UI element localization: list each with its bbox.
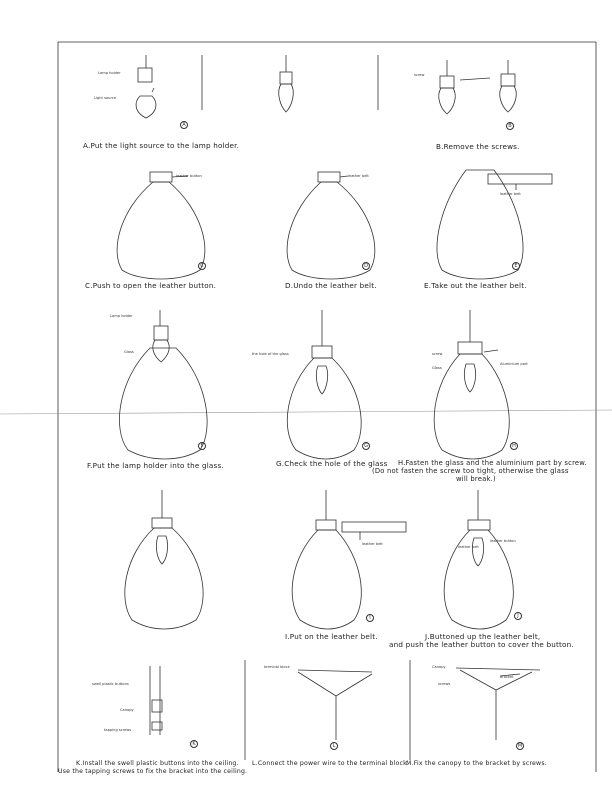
callout-glass-h: Glass bbox=[432, 366, 442, 370]
caption-h-note-2: will break.) bbox=[456, 475, 496, 483]
callout-bracket: bracket bbox=[500, 675, 514, 679]
step-number: B bbox=[506, 122, 514, 130]
step-number: H bbox=[510, 442, 518, 450]
fold-line bbox=[0, 410, 612, 414]
caption-k: K.Install the swell plastic buttons into the ceiling. bbox=[76, 760, 239, 767]
step-number: C bbox=[198, 262, 206, 270]
caption-g: G.Check the hole of the glass bbox=[276, 459, 388, 468]
figure-e bbox=[437, 170, 552, 279]
figure-g bbox=[287, 310, 361, 459]
callout-leather-button: leather button bbox=[176, 174, 202, 178]
callout-lamp-holder: Lamp holder bbox=[98, 71, 121, 75]
figure-i-left bbox=[125, 490, 203, 629]
callout-aluminium-part: Aluminium part bbox=[500, 362, 528, 366]
callout-swell-buttons: swell plastic buttons bbox=[92, 682, 129, 686]
figure-h bbox=[434, 310, 509, 459]
callout-leather-belt-i: leather belt bbox=[362, 542, 383, 546]
callout-glass: Glass bbox=[124, 350, 134, 354]
callout-canopy-m: Canopy bbox=[432, 665, 446, 669]
caption-i: I.Put on the leather belt. bbox=[285, 632, 378, 641]
caption-h-note: (Do not fasten the screw too tight, otherwise the glass bbox=[372, 467, 569, 475]
caption-c: C.Push to open the leather button. bbox=[85, 281, 217, 290]
figure-a2 bbox=[279, 55, 294, 112]
caption-m: M.Fix the canopy to the bracket by screws. bbox=[406, 760, 547, 767]
figure-k bbox=[150, 666, 162, 735]
caption-d: D.Undo the leather belt. bbox=[285, 281, 377, 290]
figure-c bbox=[117, 172, 205, 279]
step-number: K bbox=[190, 740, 198, 748]
callout-terminal-block: terminal block bbox=[264, 665, 290, 669]
step-number: M bbox=[517, 743, 523, 749]
step-number: J bbox=[514, 612, 522, 620]
figure-f bbox=[119, 310, 207, 459]
step-number: I bbox=[366, 614, 374, 622]
caption-b: B.Remove the screws. bbox=[436, 142, 520, 151]
callout-leather-belt-j: leather belt bbox=[458, 545, 479, 549]
callout-screw-h: screw bbox=[432, 352, 443, 356]
step-number: D bbox=[362, 262, 370, 270]
caption-k-2: Use the tapping screws to fix the bracket into the ceiling. bbox=[58, 768, 248, 775]
callout-leather-button-j: leather button bbox=[490, 539, 516, 543]
caption-l: L.Connect the power wire to the terminal block. bbox=[252, 760, 410, 767]
step-number: F bbox=[198, 442, 206, 450]
callout-screws: screws bbox=[438, 682, 451, 686]
caption-e: E.Take out the leather belt. bbox=[424, 281, 527, 290]
callout-light-source: Light source bbox=[94, 96, 117, 100]
figure-j bbox=[444, 490, 513, 629]
step-number: A bbox=[180, 121, 188, 129]
callout-canopy: Canopy bbox=[120, 708, 134, 712]
caption-f: F.Put the lamp holder into the glass. bbox=[87, 461, 224, 470]
caption-j: J.Buttoned up the leather belt, bbox=[425, 632, 541, 641]
callout-hole: the hole of the glass bbox=[252, 352, 289, 356]
callout-lamp-holder-f: Lamp holder bbox=[110, 314, 133, 318]
callout-leather-belt: leather belt bbox=[348, 174, 369, 178]
callout-screw: screw bbox=[414, 73, 425, 77]
figure-b bbox=[439, 60, 516, 114]
caption-j-2: and push the leather button to cover the button. bbox=[389, 640, 574, 649]
callout-tapping-screws: tapping screws bbox=[104, 728, 132, 732]
step-number: G bbox=[362, 442, 370, 450]
figure-i bbox=[292, 490, 406, 629]
figure-a bbox=[136, 55, 156, 118]
step-number: E bbox=[512, 262, 520, 270]
callout-leather-belt-e: leather belt bbox=[500, 192, 521, 196]
figure-l bbox=[298, 670, 372, 740]
caption-h: H.Fasten the glass and the aluminium part by screw. bbox=[398, 459, 587, 467]
caption-a: A.Put the light source to the lamp holder. bbox=[83, 141, 240, 150]
figure-m bbox=[456, 668, 540, 740]
step-number: L bbox=[330, 742, 338, 750]
